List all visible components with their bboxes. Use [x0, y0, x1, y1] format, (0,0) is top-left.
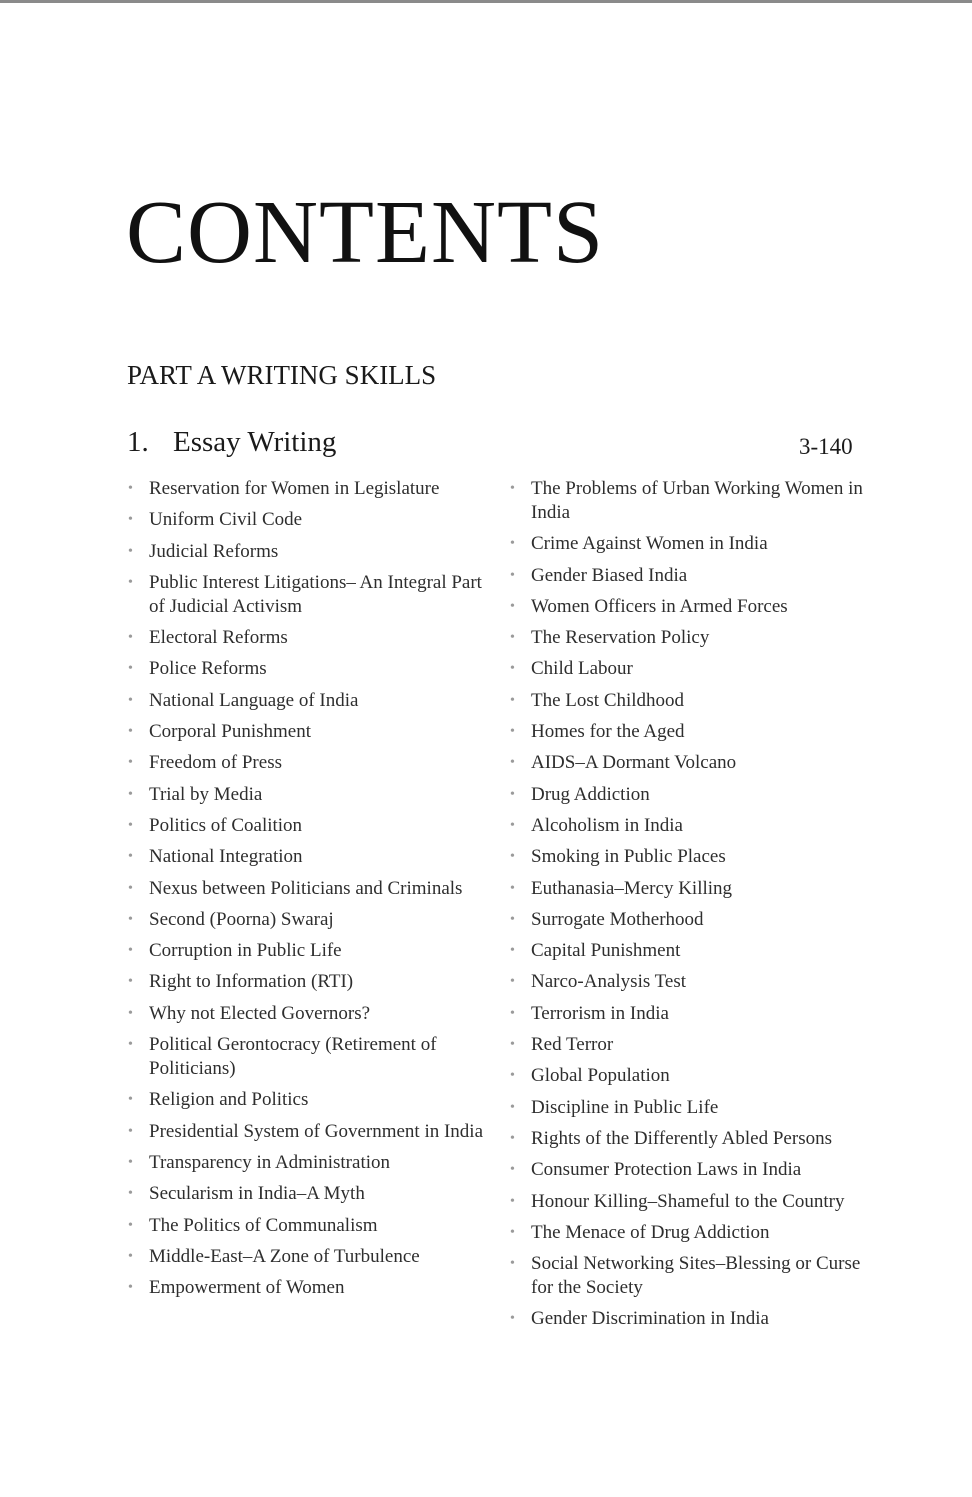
contents-item-label: The Menace of Drug Addiction [531, 1221, 770, 1243]
contents-item [508, 783, 868, 807]
contents-item-label: Trial by Media [149, 783, 263, 805]
contents-item-label: Corruption in Public Life [149, 940, 342, 962]
bullet-icon: • [128, 880, 133, 896]
bullet-icon: • [510, 661, 515, 677]
contents-item-label: National Integration [149, 846, 303, 868]
contents-item-label: Women Officers in Armed Forces [531, 595, 788, 617]
contents-item [126, 970, 486, 994]
bullet-icon: • [510, 1162, 515, 1178]
contents-item [126, 877, 486, 901]
contents-item [126, 1088, 486, 1112]
contents-item-label: Nexus between Politicians and Criminals [149, 877, 463, 899]
bullet-icon: • [128, 1154, 133, 1170]
bullet-icon: • [510, 1256, 515, 1272]
bullet-icon: • [128, 849, 133, 865]
contents-item [508, 751, 868, 775]
bullet-icon: • [128, 1123, 133, 1139]
contents-item [126, 657, 486, 681]
top-rule [0, 0, 972, 3]
contents-item-label: Surrogate Motherhood [531, 908, 704, 930]
contents-item-label: Social Networking Sites–Blessing or Curse for the Society [531, 1253, 861, 1299]
contents-item [508, 657, 868, 681]
contents-item [126, 1214, 486, 1238]
contents-item [126, 508, 486, 532]
bullet-icon: • [510, 786, 515, 802]
bullet-icon: • [510, 849, 515, 865]
bullet-icon: • [128, 1037, 133, 1053]
contents-item-label: Transparency in Administration [149, 1151, 390, 1173]
contents-item [508, 814, 868, 838]
bullet-icon: • [510, 724, 515, 740]
contents-item [508, 1064, 868, 1088]
bullet-icon: • [510, 1224, 515, 1240]
bullet-icon: • [128, 692, 133, 708]
section-page-range: 3-140 [799, 434, 853, 459]
bullet-icon: • [510, 630, 515, 646]
contents-item-label: Religion and Politics [149, 1089, 309, 1111]
bullet-icon: • [510, 481, 515, 496]
bullet-icon: • [510, 1099, 515, 1115]
bullet-icon: • [128, 630, 133, 646]
contents-item-label: The Problems of Urban Working Women in India [531, 478, 863, 523]
contents-item-label: Homes for the Aged [531, 721, 685, 743]
contents-item-label: Narco-Analysis Test [531, 971, 687, 993]
contents-item [508, 1127, 868, 1151]
contents-item-label: Right to Information (RTI) [149, 971, 354, 993]
bullet-icon: • [128, 1186, 133, 1202]
contents-item [126, 571, 486, 619]
page-title: CONTENTS [126, 183, 604, 282]
contents-item-label: Red Terror [531, 1034, 614, 1056]
contents-item [508, 1033, 868, 1057]
contents-item-label: Second (Poorna) Swaraj [149, 908, 334, 930]
contents-item-label: The Lost Childhood [531, 689, 685, 711]
contents-item-label: Alcoholism in India [531, 814, 683, 836]
contents-item-label: Child Labour [531, 658, 633, 680]
bullet-icon: • [128, 974, 133, 990]
section-heading [127, 424, 336, 460]
contents-item-label: Gender Biased India [531, 564, 688, 586]
bullet-icon: • [128, 1248, 133, 1264]
contents-item [508, 477, 868, 525]
contents-item [508, 564, 868, 588]
contents-item-label: Global Population [531, 1065, 670, 1087]
contents-item-label: Euthanasia–Mercy Killing [531, 877, 733, 899]
contents-item [126, 1151, 486, 1175]
contents-item-label: Secularism in India–A Myth [149, 1183, 365, 1205]
contents-item-label: Presidential System of Government in India [149, 1120, 484, 1142]
bullet-icon: • [128, 574, 133, 590]
bullet-icon: • [510, 1068, 515, 1084]
contents-item [508, 1252, 868, 1300]
contents-item [508, 845, 868, 869]
bullet-icon: • [128, 1092, 133, 1108]
contents-item-label: Freedom of Press [149, 752, 282, 774]
contents-item-label: Why not Elected Governors? [149, 1002, 371, 1024]
contents-item-label: Politics of Coalition [149, 814, 303, 836]
contents-item-label: Middle-East–A Zone of Turbulence [149, 1245, 420, 1267]
contents-item [126, 720, 486, 744]
bullet-icon: • [510, 536, 515, 552]
bullet-icon: • [128, 1005, 133, 1021]
contents-item [508, 1158, 868, 1182]
bullet-icon: • [510, 692, 515, 708]
bullet-icon: • [128, 724, 133, 740]
section-title: Essay Writing [173, 426, 337, 458]
contents-item [508, 970, 868, 994]
bullet-icon: • [510, 974, 515, 990]
contents-item-label: Corporal Punishment [149, 721, 312, 743]
contents-item [126, 1033, 486, 1081]
bullet-icon: • [510, 598, 515, 614]
bullet-icon: • [128, 481, 133, 496]
bullet-icon: • [510, 1193, 515, 1209]
bullet-icon: • [128, 755, 133, 771]
contents-item [126, 689, 486, 713]
bullet-icon: • [128, 911, 133, 927]
contents-item [508, 595, 868, 619]
contents-item [126, 751, 486, 775]
contents-item-label: AIDS–A Dormant Volcano [531, 752, 737, 774]
contents-item [126, 939, 486, 963]
bullet-icon: • [128, 817, 133, 833]
bullet-icon: • [510, 1005, 515, 1021]
contents-item [126, 626, 486, 650]
contents-item [126, 1120, 486, 1144]
bullet-icon: • [510, 880, 515, 896]
bullet-icon: • [128, 1217, 133, 1233]
contents-item-label: Terrorism in India [531, 1002, 669, 1024]
contents-item-label: Capital Punishment [531, 940, 681, 962]
contents-item-label: Smoking in Public Places [531, 846, 726, 868]
contents-item [126, 845, 486, 869]
bullet-icon: • [510, 1130, 515, 1146]
contents-item-label: Rights of the Differently Abled Persons [531, 1127, 832, 1149]
contents-item [508, 720, 868, 744]
bullet-icon: • [510, 911, 515, 927]
contents-item [126, 1002, 486, 1026]
contents-item [126, 477, 486, 501]
bullet-icon: • [128, 512, 133, 528]
contents-item [126, 1276, 486, 1300]
contents-item [508, 1096, 868, 1120]
contents-list-right [508, 477, 868, 1339]
contents-item-label: Gender Discrimination in India [531, 1308, 769, 1330]
bullet-icon: • [128, 543, 133, 559]
bullet-icon: • [510, 817, 515, 833]
part-heading: PART A WRITING SKILLS [127, 360, 437, 390]
contents-item [508, 877, 868, 901]
contents-item-label: Consumer Protection Laws in India [531, 1159, 802, 1181]
contents-item-label: Discipline in Public Life [531, 1096, 719, 1118]
contents-item [508, 1190, 868, 1214]
contents-item-label: Crime Against Women in India [531, 533, 768, 555]
bullet-icon: • [128, 786, 133, 802]
bullet-icon: • [510, 755, 515, 771]
contents-item [508, 626, 868, 650]
contents-item [508, 1307, 868, 1331]
contents-item-label: Public Interest Litigations– An Integral Part of Judicial Activism [149, 571, 482, 617]
contents-item [508, 689, 868, 713]
contents-item-label: Reservation for Women in Legislature [149, 478, 440, 499]
contents-list-left [126, 477, 486, 1307]
contents-item-label: Political Gerontocracy (Retirement of Politicians) [149, 1034, 437, 1080]
contents-item-label: Judicial Reforms [149, 540, 279, 562]
contents-item-label: Electoral Reforms [149, 627, 288, 649]
bullet-icon: • [128, 943, 133, 959]
section-number: 1. [127, 426, 149, 458]
contents-item [508, 908, 868, 932]
contents-item [126, 1245, 486, 1269]
contents-item-label: Drug Addiction [531, 783, 650, 805]
bullet-icon: • [510, 567, 515, 583]
contents-item-label: Police Reforms [149, 658, 267, 680]
contents-item [508, 1221, 868, 1245]
bullet-icon: • [128, 661, 133, 677]
contents-item-label: The Politics of Communalism [149, 1214, 378, 1236]
contents-item-label: Empowerment of Women [149, 1277, 345, 1299]
bullet-icon: • [510, 1037, 515, 1053]
contents-item [126, 540, 486, 564]
contents-item [508, 1002, 868, 1026]
contents-item-label: Uniform Civil Code [149, 509, 303, 531]
contents-item-label: Honour Killing–Shameful to the Country [531, 1190, 845, 1212]
contents-item [508, 939, 868, 963]
contents-item [508, 532, 868, 556]
bullet-icon: • [128, 1280, 133, 1296]
bullet-icon: • [510, 943, 515, 959]
contents-item [126, 783, 486, 807]
contents-item [126, 908, 486, 932]
bullet-icon: • [510, 1311, 515, 1327]
contents-item-label: National Language of India [149, 689, 359, 711]
contents-item [126, 814, 486, 838]
contents-item-label: The Reservation Policy [531, 627, 710, 649]
contents-item [126, 1182, 486, 1206]
